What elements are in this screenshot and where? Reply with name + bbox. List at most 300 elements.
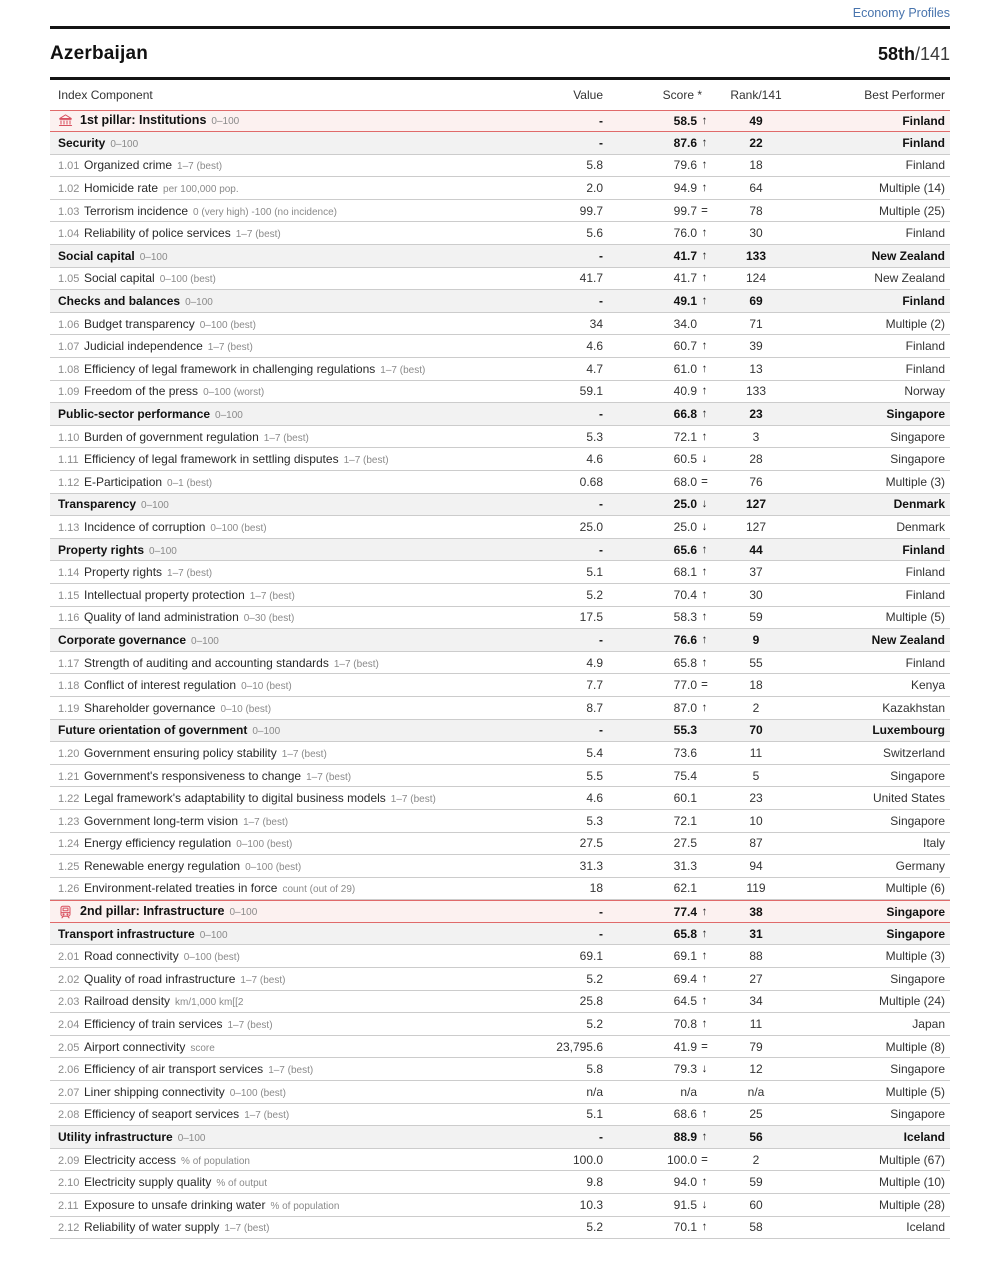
best-performer-cell: Multiple (6) <box>885 881 945 896</box>
indicator-number: 2.04 <box>58 1019 80 1032</box>
best-performer-cell: Finland <box>902 294 945 309</box>
best-performer-cell: Japan <box>912 1017 945 1032</box>
rank-cell: 31 <box>749 926 763 941</box>
train-icon <box>58 904 73 919</box>
indicator-label: Environment-related treaties in force <box>84 881 278 896</box>
value-cell: - <box>599 926 603 941</box>
score-cell <box>605 226 712 240</box>
indicator-number: 1.10 <box>58 431 80 444</box>
score-value: 61.0 <box>673 361 697 376</box>
rank-cell: 49 <box>749 113 763 128</box>
indicator-unit: 1–7 (best) <box>343 455 389 467</box>
indicator-label-cell <box>50 565 510 579</box>
indicator-number: 2.12 <box>58 1222 80 1235</box>
indicator-unit: 0–100 (best) <box>236 839 293 851</box>
trend-icon: = <box>701 1153 708 1166</box>
indicator-unit: km/1,000 km[[2 <box>175 997 244 1009</box>
indicator-row <box>50 1194 950 1217</box>
indicator-label-cell <box>50 610 510 624</box>
score-value: 72.1 <box>673 429 697 444</box>
indicator-number: 2.07 <box>58 1086 80 1099</box>
indicator-label: Conflict of interest regulation <box>84 678 237 693</box>
indicator-label-cell <box>50 452 510 466</box>
score-value: 60.1 <box>673 791 697 806</box>
best-performer-cell: Multiple (14) <box>878 181 945 196</box>
value-cell: - <box>599 497 603 512</box>
trend-icon: ↑ <box>701 136 708 149</box>
indicator-label-cell <box>50 113 510 128</box>
score-value: 66.8 <box>673 407 697 422</box>
value-cell: 5.3 <box>586 429 603 444</box>
best-performer-cell: Finland <box>905 655 945 670</box>
indicator-label: Efficiency of legal framework in settling disputes <box>84 452 339 467</box>
indicator-label: Transparency <box>58 497 137 512</box>
score-cell <box>605 204 712 218</box>
indicator-unit: 1–7 (best) <box>380 364 426 376</box>
indicator-row <box>50 787 950 810</box>
rank-cell: 69 <box>749 294 763 309</box>
value-cell: - <box>599 135 603 150</box>
rank-cell: 25 <box>749 1107 763 1122</box>
score-cell <box>605 723 712 737</box>
best-performer-cell: Singapore <box>890 429 945 444</box>
indicator-row <box>50 878 950 901</box>
best-performer-cell: Iceland <box>903 1130 945 1145</box>
value-cell: 5.8 <box>586 1062 603 1077</box>
score-value: 64.5 <box>673 994 697 1009</box>
indicator-label: Utility infrastructure <box>58 1130 173 1145</box>
best-performer-cell: Finland <box>905 565 945 580</box>
value-cell: - <box>599 632 603 647</box>
score-value: 34.0 <box>673 316 697 331</box>
trend-icon: = <box>701 204 708 217</box>
score-cell <box>605 520 712 534</box>
best-performer-cell: Finland <box>905 361 945 376</box>
score-value: 76.0 <box>673 226 697 241</box>
rank-cell: 70 <box>749 723 763 738</box>
indicator-number: 1.05 <box>58 273 80 286</box>
score-cell <box>605 701 712 715</box>
indicator-unit: 0–100 <box>141 500 169 512</box>
indicator-unit: 0–100 <box>185 297 213 309</box>
score-value: 79.3 <box>673 1062 697 1077</box>
value-cell: 0.68 <box>579 474 603 489</box>
best-performer-cell: Multiple (5) <box>885 610 945 625</box>
col-header-score: Score * <box>662 87 702 102</box>
indicator-row <box>50 652 950 675</box>
best-performer-cell: Italy <box>922 836 945 851</box>
indicator-number: 1.12 <box>58 476 80 489</box>
score-cell <box>605 339 712 353</box>
table-header <box>50 80 950 110</box>
rank-cell: 27 <box>749 971 763 986</box>
indicator-row <box>50 584 950 607</box>
trend-icon: ↓ <box>701 498 708 511</box>
value-cell: - <box>599 407 603 422</box>
score-value: 72.1 <box>673 813 697 828</box>
value-cell: 5.6 <box>586 226 603 241</box>
indicator-unit: 0–30 (best) <box>243 613 295 625</box>
score-value: 73.6 <box>673 745 697 760</box>
value-cell: - <box>599 113 603 128</box>
rank-cell: 55 <box>749 655 763 670</box>
indicator-number: 2.01 <box>58 951 80 964</box>
score-value: 77.0 <box>673 678 697 693</box>
section-row <box>50 1126 950 1149</box>
rank-cell: 127 <box>745 497 767 512</box>
value-cell: 5.1 <box>586 565 603 580</box>
indicator-number: 1.09 <box>58 386 80 399</box>
value-cell: 4.6 <box>586 791 603 806</box>
indicator-unit: 0–100 (best) <box>245 861 302 873</box>
rank-cell: 12 <box>749 1062 763 1077</box>
indicator-label-cell <box>50 1198 510 1212</box>
score-value: 27.5 <box>673 836 697 851</box>
rank-cell: n/a <box>747 1084 765 1099</box>
indicator-number: 2.05 <box>58 1041 80 1054</box>
indicator-label: Property rights <box>58 542 145 557</box>
indicator-label: Reliability of police services <box>84 226 231 241</box>
indicator-number: 2.08 <box>58 1109 80 1122</box>
indicator-unit: 1–7 (best) <box>240 974 286 986</box>
rank-cell: 39 <box>749 339 763 354</box>
best-performer-cell: Multiple (25) <box>878 203 945 218</box>
score-cell <box>605 791 712 805</box>
indicator-unit: 0–100 (best) <box>199 319 256 331</box>
indicator-row <box>50 1013 950 1036</box>
indicator-label: Railroad density <box>84 994 171 1009</box>
section-row <box>50 720 950 743</box>
institutions-icon <box>58 113 73 128</box>
value-cell: - <box>599 723 603 738</box>
trend-icon: ↑ <box>701 1221 708 1234</box>
trend-icon: ↑ <box>701 588 708 601</box>
best-performer-cell: Denmark <box>896 519 945 534</box>
indicator-row <box>50 426 950 449</box>
indicator-label-cell <box>50 204 510 218</box>
score-cell <box>605 859 712 873</box>
indicator-number: 1.21 <box>58 770 80 783</box>
indicator-unit: 1–7 (best) <box>235 229 281 241</box>
indicator-number: 1.11 <box>58 454 79 467</box>
indicator-label-cell <box>50 881 510 895</box>
indicator-number: 1.02 <box>58 183 80 196</box>
score-cell <box>605 317 712 331</box>
score-cell <box>605 136 712 150</box>
section-row <box>50 403 950 426</box>
indicator-number: 1.16 <box>58 612 80 625</box>
indicator-label-cell <box>50 543 510 557</box>
score-value: 65.6 <box>673 542 697 557</box>
header-eyebrow-row <box>50 0 950 24</box>
section-row <box>50 539 950 562</box>
indicator-label: Liner shipping connectivity <box>84 1084 225 1099</box>
indicator-label-cell <box>50 136 510 150</box>
value-cell: 4.9 <box>586 655 603 670</box>
trend-icon: ↑ <box>701 633 708 646</box>
trend-icon: ↑ <box>701 1018 708 1031</box>
indicator-row <box>50 358 950 381</box>
value-cell: 99.7 <box>579 203 603 218</box>
score-value: 88.9 <box>673 1130 697 1145</box>
economy-profiles-link[interactable]: Economy Profiles <box>852 6 950 20</box>
indicator-row <box>50 607 950 630</box>
indicator-label: Budget transparency <box>84 316 195 331</box>
value-cell: 18 <box>589 881 603 896</box>
score-cell <box>605 972 712 986</box>
indicator-row <box>50 381 950 404</box>
indicator-number: 1.19 <box>58 702 80 715</box>
indicator-label-cell <box>50 656 510 670</box>
indicator-unit: 0–100 (best) <box>210 522 267 534</box>
indicator-unit: score <box>190 1042 215 1054</box>
rank-cell: 56 <box>749 1130 763 1145</box>
rank-cell: 71 <box>749 316 763 331</box>
indicator-label: Electricity access <box>84 1152 177 1167</box>
trend-icon: = <box>701 475 708 488</box>
score-value: 100.0 <box>666 1152 697 1167</box>
indicator-label: Energy efficiency regulation <box>84 836 232 851</box>
value-cell: 4.7 <box>586 361 603 376</box>
trend-icon: ↑ <box>701 543 708 556</box>
score-value: 25.0 <box>673 519 697 534</box>
indicator-label-cell <box>50 181 510 195</box>
col-header-index-component: Index Component <box>58 87 153 102</box>
indicator-label: Corporate governance <box>58 632 187 647</box>
value-cell: 17.5 <box>579 610 603 625</box>
value-cell: - <box>599 294 603 309</box>
indicator-label-cell <box>50 407 510 421</box>
rank-cell: 3 <box>752 429 760 444</box>
rank-cell: 18 <box>749 678 763 693</box>
value-cell: 5.2 <box>586 1017 603 1032</box>
score-cell <box>605 1062 712 1076</box>
indicator-row <box>50 200 950 223</box>
indicator-row <box>50 222 950 245</box>
trend-icon: ↓ <box>701 1063 708 1076</box>
trend-icon: ↑ <box>701 159 708 172</box>
score-value: n/a <box>680 1084 697 1099</box>
indicator-unit: 0–100 <box>110 138 139 150</box>
best-performer-cell: Finland <box>905 339 945 354</box>
best-performer-cell: Singapore <box>890 971 945 986</box>
value-cell: 23,795.6 <box>556 1039 603 1054</box>
indicator-label-cell <box>50 769 510 783</box>
indicator-number: 1.23 <box>58 815 80 828</box>
rank-cell: 127 <box>745 519 767 534</box>
value-cell: 5.8 <box>586 158 603 173</box>
best-performer-cell: Finland <box>905 158 945 173</box>
indicator-row <box>50 1217 950 1240</box>
indicator-label: Quality of road infrastructure <box>84 971 236 986</box>
rank-total: /141 <box>914 43 950 64</box>
rank-cell: 58 <box>749 1220 763 1235</box>
indicator-unit: 1–7 (best) <box>224 1223 270 1235</box>
trend-icon: ↑ <box>701 114 708 127</box>
best-performer-cell: Multiple (67) <box>878 1152 945 1167</box>
best-performer-cell: Denmark <box>893 497 945 512</box>
indicator-unit: 0–100 <box>252 726 281 738</box>
indicator-unit: count (out of 29) <box>282 884 356 896</box>
score-value: 69.1 <box>673 949 697 964</box>
indicator-label: Quality of land administration <box>84 610 239 625</box>
indicator-number: 1.01 <box>58 160 80 173</box>
indicator-row <box>50 697 950 720</box>
indicator-label-cell <box>50 249 510 263</box>
indicator-unit: 1–7 (best) <box>390 794 436 806</box>
indicator-unit: 1–7 (best) <box>177 161 223 173</box>
rank-cell: 37 <box>749 565 763 580</box>
value-cell: 5.2 <box>586 971 603 986</box>
indicator-label-cell <box>50 1175 510 1189</box>
score-cell <box>605 158 712 172</box>
score-cell <box>605 294 712 308</box>
value-cell: 5.2 <box>586 587 603 602</box>
trend-icon: ↑ <box>701 295 708 308</box>
indicator-label: 2nd pillar: Infrastructure <box>80 904 225 919</box>
indicator-number: 2.11 <box>58 1199 79 1212</box>
rank-cell: 133 <box>745 384 767 399</box>
trend-icon: ↑ <box>701 227 708 240</box>
trend-icon: ↑ <box>701 182 708 195</box>
indicator-label-cell <box>50 972 510 986</box>
indicator-row <box>50 810 950 833</box>
score-cell <box>605 362 712 376</box>
rank-cell: 34 <box>749 994 763 1009</box>
value-cell: 4.6 <box>586 339 603 354</box>
score-value: 68.1 <box>673 565 697 580</box>
score-cell <box>605 949 712 963</box>
indicator-row <box>50 765 950 788</box>
score-value: 65.8 <box>673 655 697 670</box>
trend-icon: ↓ <box>701 520 708 533</box>
indicator-row <box>50 155 950 178</box>
rank-cell: 11 <box>749 745 763 760</box>
value-cell: 7.7 <box>586 678 603 693</box>
indicator-unit: 0–100 <box>177 1133 206 1145</box>
indicator-number: 1.07 <box>58 341 80 354</box>
best-performer-cell: Norway <box>904 384 945 399</box>
score-cell <box>605 836 712 850</box>
rank-cell: 76 <box>749 474 763 489</box>
value-cell: 5.2 <box>586 1220 603 1235</box>
indicator-unit: 0–1 (best) <box>167 477 213 489</box>
best-performer-cell: New Zealand <box>871 248 945 263</box>
indicator-label: Burden of government regulation <box>84 429 259 444</box>
rank-cell: 30 <box>749 226 763 241</box>
rank-cell: 11 <box>749 1017 763 1032</box>
rank-cell: 44 <box>749 542 763 557</box>
best-performer-cell: Germany <box>895 858 945 873</box>
trend-icon: ↑ <box>701 362 708 375</box>
indicator-label: Legal framework's adaptability to digital business models <box>84 791 386 806</box>
indicator-label-cell <box>50 588 510 602</box>
pillar-icon-slot <box>58 904 73 919</box>
rank-cell: 10 <box>749 813 763 828</box>
indicator-label: Efficiency of air transport services <box>84 1062 264 1077</box>
indicator-number: 1.04 <box>58 228 80 241</box>
value-cell: 2.0 <box>586 181 603 196</box>
score-cell <box>605 927 712 941</box>
score-cell <box>605 678 712 692</box>
trend-icon: ↑ <box>701 927 708 940</box>
score-value: 91.5 <box>673 1197 697 1212</box>
indicator-label-cell <box>50 520 510 534</box>
indicator-label: E-Participation <box>84 474 163 489</box>
indicator-number: 1.08 <box>58 363 80 376</box>
indicator-label: Shareholder governance <box>84 700 216 715</box>
indicator-number: 2.10 <box>58 1177 80 1190</box>
indicator-number: 1.22 <box>58 793 80 806</box>
indicator-label-cell <box>50 1040 510 1054</box>
indicator-unit: 1–7 (best) <box>268 1065 314 1077</box>
indicator-unit: 0–100 <box>199 929 228 941</box>
rank-cell: 30 <box>749 587 763 602</box>
score-cell <box>605 249 712 263</box>
score-value: 41.7 <box>673 248 697 263</box>
score-value: 69.4 <box>673 971 697 986</box>
section-row <box>50 245 950 268</box>
indicator-unit: 1–7 (best) <box>207 342 253 354</box>
indicator-label-cell <box>50 497 510 511</box>
rank-cell: 133 <box>745 248 767 263</box>
value-cell: 27.5 <box>579 836 603 851</box>
best-performer-cell: United States <box>872 791 945 806</box>
trend-icon: ↑ <box>701 972 708 985</box>
best-performer-cell: Finland <box>902 113 945 128</box>
score-cell <box>605 407 712 421</box>
indicator-unit: 0–100 <box>191 635 219 647</box>
score-value: 99.7 <box>673 203 697 218</box>
indicator-label-cell <box>50 701 510 715</box>
value-cell: 31.3 <box>579 858 603 873</box>
indicator-label-cell <box>50 362 510 376</box>
indicator-label-cell <box>50 1062 510 1076</box>
score-cell <box>605 994 712 1008</box>
best-performer-cell: Multiple (3) <box>885 474 945 489</box>
score-value: 58.5 <box>673 113 697 128</box>
title-row <box>50 29 950 77</box>
best-performer-cell: Luxembourg <box>872 723 945 738</box>
rank-cell: 79 <box>749 1039 763 1054</box>
score-cell <box>605 1198 712 1212</box>
pillar-row <box>50 900 950 923</box>
score-value: 70.4 <box>673 587 697 602</box>
indicator-number: 1.20 <box>58 747 80 760</box>
value-cell: 8.7 <box>586 700 603 715</box>
trend-icon: = <box>701 679 708 692</box>
score-cell <box>605 633 712 647</box>
score-cell <box>605 1130 712 1144</box>
indicator-unit: 1–7 (best) <box>244 1110 290 1122</box>
indicator-number: 2.06 <box>58 1064 80 1077</box>
trend-icon: ↑ <box>701 950 708 963</box>
indicator-label: Reliability of water supply <box>84 1220 220 1235</box>
trend-icon: ↑ <box>701 905 708 918</box>
score-value: 94.0 <box>673 1175 697 1190</box>
indicator-label: Airport connectivity <box>84 1039 186 1054</box>
indicator-unit: 1–7 (best) <box>243 816 289 828</box>
best-performer-cell: New Zealand <box>871 632 945 647</box>
value-cell: n/a <box>586 1084 603 1099</box>
indicator-label-cell <box>50 1220 510 1234</box>
indicator-label: Intellectual property protection <box>84 587 245 602</box>
indicator-label: Organized crime <box>84 158 173 173</box>
indicator-label-cell <box>50 814 510 828</box>
section-row <box>50 923 950 946</box>
rank-cell: 23 <box>749 407 763 422</box>
score-value: 41.9 <box>673 1039 697 1054</box>
